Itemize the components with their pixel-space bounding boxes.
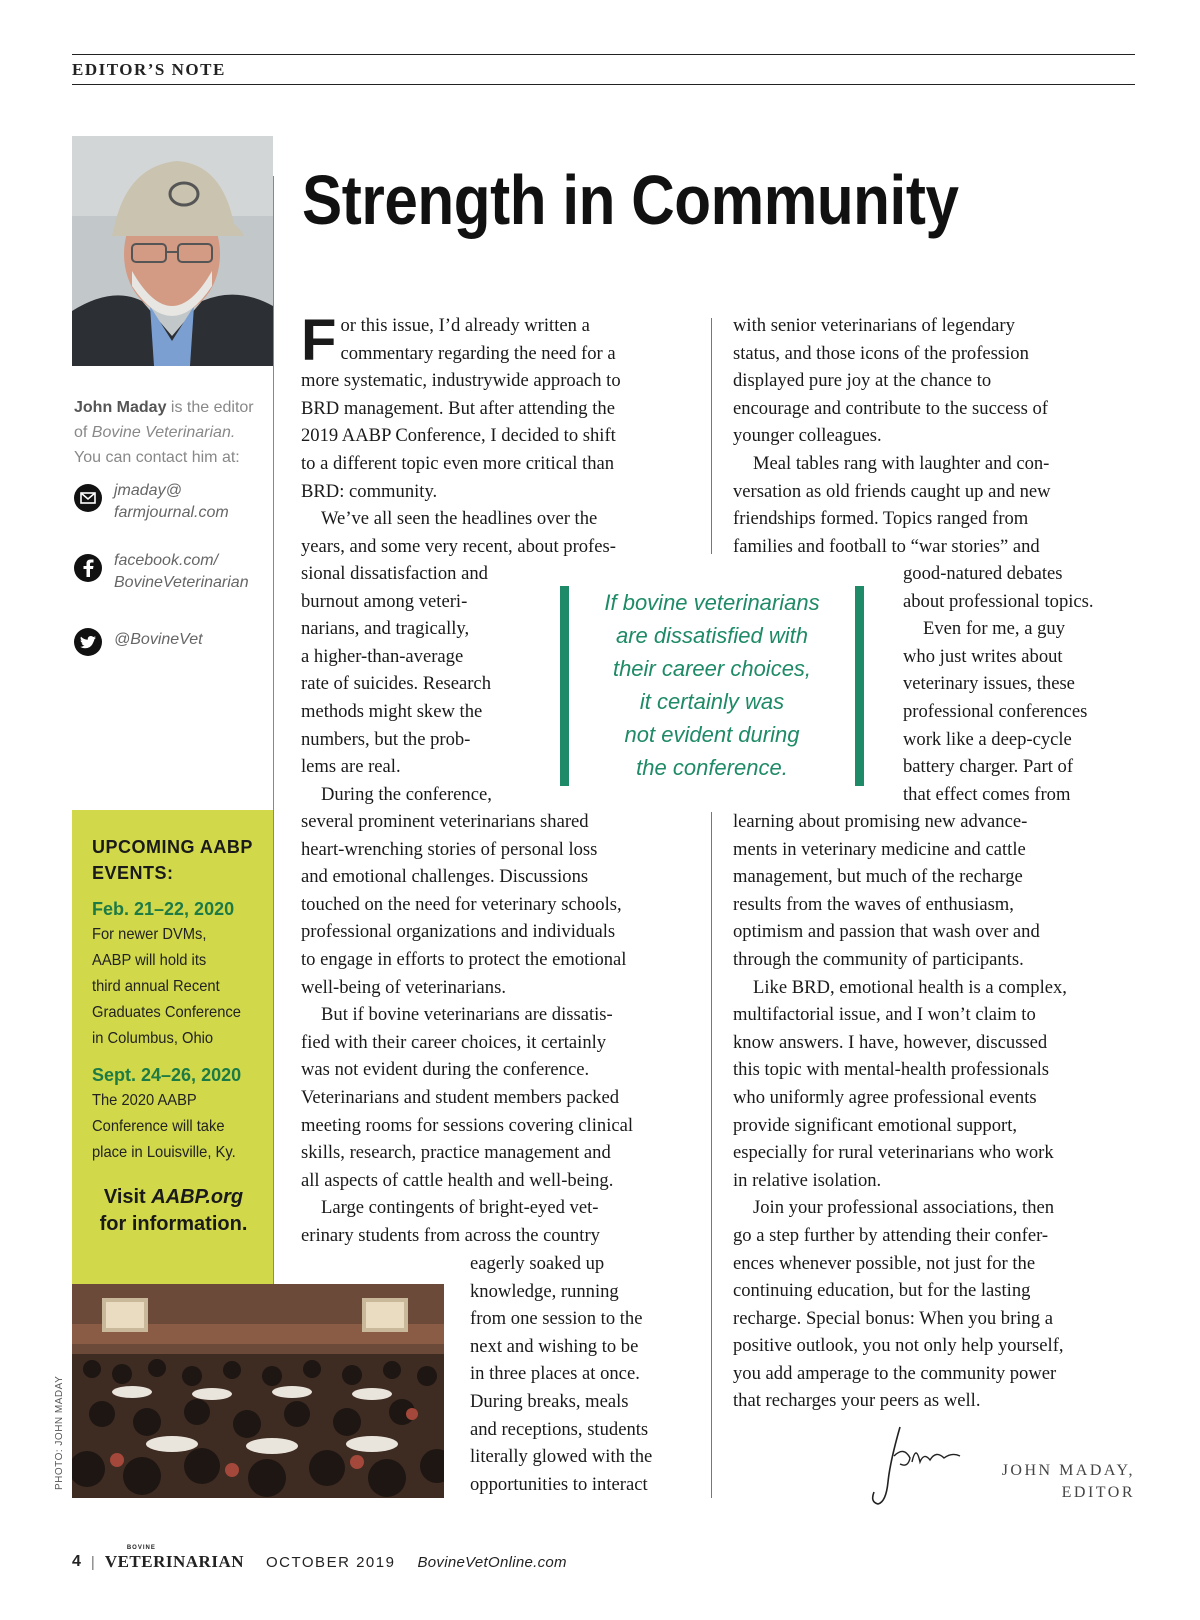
text-line: displayed pure joy at the chance to [733, 370, 992, 392]
text-line: know answers. I have, however, discussed [733, 1031, 1048, 1053]
text-line: rate of suicides. Research [301, 673, 491, 695]
visit-text: Visit [103, 1186, 152, 1208]
text-line: from one session to the [470, 1308, 643, 1330]
text-line: 2019 AABP Conference, I decided to shift [301, 425, 616, 447]
header-rule-top [72, 54, 1135, 55]
text-line: through the community of participants. [733, 948, 1024, 970]
text-line: knowledge, running [470, 1280, 619, 1302]
pullquote-line: If bovine veterinarians [604, 590, 820, 615]
logo-small-text: BOVINE [126, 1545, 156, 1551]
editor-bio [74, 395, 269, 470]
portrait-illustration [72, 136, 273, 366]
text-line: years, and some very recent, about profes- [301, 535, 616, 557]
signature-icon [860, 1422, 970, 1512]
text-line: lems are real. [301, 756, 401, 778]
text-line: erinary students from across the country [301, 1224, 600, 1246]
text-line: battery charger. Part of [903, 756, 1074, 778]
text-line: BRD: community. [301, 480, 438, 502]
contact-twitter[interactable] [74, 624, 274, 656]
publication-logo [104, 1545, 244, 1572]
pullquote-line: it certainly was [639, 689, 785, 714]
text-line: meeting rooms for sessions covering clinical [301, 1114, 634, 1136]
conference-photo-illustration [72, 1284, 444, 1498]
text-line: Join your professional associations, then [753, 1197, 1055, 1219]
sidebar-divider [273, 176, 274, 1284]
pullquote [574, 586, 850, 784]
pullquote-line: the conference. [636, 755, 788, 780]
text-line: next and wishing to be [470, 1335, 639, 1357]
text-line: especially for rural veterinarians who work [733, 1142, 1054, 1164]
text-line: you add amperage to the community power [733, 1362, 1057, 1384]
text-line: about professional topics. [903, 590, 1094, 612]
text-line: families and football to “war stories” and [733, 535, 1040, 557]
email-icon [74, 484, 102, 512]
editor-portrait [72, 136, 273, 366]
contact-facebook[interactable] [74, 550, 274, 594]
col1-block-a [301, 308, 621, 560]
event1-line: in Columbus, Ohio [92, 1030, 214, 1047]
aabp-link[interactable]: AABP.org [151, 1186, 244, 1208]
visit-text-post: for information. [99, 1213, 248, 1235]
column-divider-bottom [711, 812, 712, 1498]
email-line1[interactable]: jmaday@ [114, 482, 182, 499]
event1-description [92, 922, 258, 1052]
events-title-line2: EVENTS: [92, 863, 174, 883]
col2-block-a [733, 312, 1051, 560]
event2-line: place in Louisville, Ky. [92, 1144, 236, 1161]
page-footer [72, 1545, 567, 1572]
event2-description [92, 1088, 258, 1166]
facebook-icon [74, 554, 102, 582]
text-line: During breaks, meals [470, 1390, 629, 1412]
text-line: burnout among veteri- [301, 590, 468, 612]
text-line: well-being of veterinarians. [301, 976, 506, 998]
col1-block-d [470, 1250, 652, 1498]
col1-block-c [301, 808, 633, 1250]
text-line: encourage and contribute to the success of [733, 397, 1048, 419]
text-line: learning about promising new advance- [733, 811, 1028, 832]
text-line: fied with their career choices, it certainly [301, 1031, 607, 1053]
col2-block-b [903, 560, 1094, 808]
text-line: literally glowed with the [470, 1446, 653, 1468]
bio-text: of [74, 424, 92, 441]
bio-contact-text: You can contact him at: [74, 449, 240, 466]
signature-name [980, 1460, 1135, 1504]
events-title-line1: UPCOMING AABP [92, 837, 253, 857]
photo-credit: PHOTO: JOHN MADAY [54, 1375, 65, 1490]
text-line: Like BRD, emotional health is a complex, [753, 976, 1067, 998]
footer-separator: | [90, 1553, 95, 1571]
event1-line: Graduates Conference [92, 1004, 241, 1021]
text-line: ments in veterinary medicine and cattle [733, 838, 1026, 860]
text-line: in relative isolation. [733, 1169, 882, 1191]
pullquote-line: their career choices, [612, 656, 812, 681]
header-rule-bottom [72, 84, 1135, 85]
signature-name-line: JOHN MADAY, [1001, 1462, 1135, 1479]
text-line: Even for me, a guy [923, 618, 1065, 640]
text-line: all aspects of cattle health and well-being. [301, 1169, 614, 1191]
text-line: younger colleagues. [733, 425, 882, 447]
text-line: and emotional challenges. Discussions [301, 866, 589, 888]
pullquote-bar-left [560, 586, 569, 786]
column-divider-top [711, 318, 712, 554]
text-line: versation as old friends caught up and new [733, 480, 1051, 502]
text-line: professional conferences [903, 700, 1088, 722]
text-line: several prominent veterinarians shared [301, 811, 589, 832]
text-line: Meal tables rang with laughter and con- [753, 452, 1050, 474]
pullquote-line: not evident during [624, 722, 800, 747]
text-line: veterinary issues, these [903, 673, 1075, 695]
logo-text: VETERINARIAN [104, 1552, 244, 1571]
pullquote-line: are dissatisfied with [616, 623, 808, 648]
issue-date: OCTOBER 2019 [266, 1553, 396, 1571]
text-line: provide significant emotional support, [733, 1114, 1018, 1136]
text-line: positive outlook, you not only help yourself, [733, 1335, 1064, 1357]
twitter-handle[interactable]: @BovineVet [114, 631, 203, 648]
text-line: a higher-than-average [301, 645, 464, 667]
text-line: skills, research, practice management and [301, 1142, 611, 1164]
text-line: status, and those icons of the profession [733, 342, 1029, 364]
text-line: During the conference, [321, 783, 492, 805]
page-number: 4 [72, 1553, 81, 1570]
event1-line: third annual Recent [92, 978, 220, 995]
text-line: more systematic, industrywide approach to [301, 370, 621, 392]
text-line: Large contingents of bright-eyed vet- [321, 1197, 599, 1219]
text-line: that recharges your peers as well. [733, 1390, 981, 1412]
signature-mark [860, 1422, 970, 1517]
text-line: go a step further by attending their confer- [733, 1224, 1049, 1246]
text-line: to a different topic even more critical than [301, 452, 615, 474]
bio-text: is the editor [166, 399, 254, 416]
text-line: touched on the need for veterinary schools, [301, 893, 622, 915]
text-line: methods might skew the [301, 700, 483, 722]
text-line: narians, and tragically, [301, 618, 470, 640]
conference-photo [72, 1284, 444, 1498]
text-line: good-natured debates [903, 563, 1063, 584]
text-line: eagerly soaked up [470, 1253, 605, 1274]
text-line: to engage in efforts to protect the emotional [301, 948, 627, 970]
text-line: results from the waves of enthusiasm, [733, 893, 1014, 915]
text-line: BRD management. But after attending the [301, 397, 615, 419]
upcoming-events-box [72, 810, 273, 1284]
website-link[interactable]: BovineVetOnline.com [417, 1553, 567, 1571]
text-line: Veterinarians and student members packed [301, 1086, 620, 1108]
pullquote-bar-right [855, 586, 864, 786]
signature-title-line: EDITOR [1061, 1484, 1135, 1501]
text-line: numbers, but the prob- [301, 728, 471, 750]
col1-block-b [301, 560, 492, 808]
text-line: management, but much of the recharge [733, 866, 1023, 888]
article-title: Strength in Community [302, 161, 959, 239]
event1-line: AABP will hold its [92, 952, 207, 969]
text-line: and receptions, students [470, 1418, 649, 1440]
text-line: opportunities to interact [470, 1473, 648, 1495]
contact-email[interactable] [74, 480, 274, 524]
event1-line: For newer DVMs, [92, 926, 207, 943]
text-line: work like a deep-cycle [903, 728, 1072, 750]
facebook-line2[interactable]: BovineVeterinarian [114, 574, 249, 591]
visit-cta [92, 1184, 255, 1238]
facebook-line1[interactable]: facebook.com/ [114, 552, 219, 569]
text-line: multifactorial issue, and I won’t claim to [733, 1004, 1036, 1026]
text-line: continuing education, but for the lasting [733, 1280, 1031, 1302]
text-line: professional organizations and individuals [301, 921, 616, 943]
text-line: who uniformly agree professional events [733, 1086, 1037, 1108]
editor-name: John Maday [74, 399, 167, 416]
text-line: We’ve all seen the headlines over the [321, 508, 598, 530]
drop-cap: F [301, 308, 337, 373]
text-line: recharge. Special bonus: When you bring a [733, 1307, 1053, 1329]
twitter-icon [74, 628, 102, 656]
event2-line: The 2020 AABP [92, 1092, 197, 1109]
text-line: But if bovine veterinarians are dissatis- [321, 1004, 613, 1026]
text-line: or this issue, I’d already written a [340, 315, 590, 336]
event1-date: Feb. 21–22, 2020 [92, 899, 235, 919]
event2-line: Conference will take [92, 1118, 225, 1135]
text-line: commentary regarding the need for a [340, 342, 616, 364]
text-line: friendships formed. Topics ranged from [733, 508, 1029, 530]
section-label: EDITOR’S NOTE [72, 60, 226, 79]
text-line: with senior veterinarians of legendary [733, 315, 1015, 336]
text-line: heart-wrenching stories of personal loss [301, 838, 598, 860]
text-line: this topic with mental-health professionals [733, 1059, 1050, 1081]
publication-name: Bovine Veterinarian. [91, 424, 236, 441]
text-line: was not evident during the conference. [301, 1059, 590, 1081]
text-line: ences whenever possible, not just for the [733, 1252, 1036, 1274]
text-line: who just writes about [903, 645, 1063, 667]
text-line: in three places at once. [470, 1363, 640, 1385]
event2-date: Sept. 24–26, 2020 [92, 1065, 242, 1085]
text-line: that effect comes from [903, 783, 1071, 805]
text-line: optimism and passion that wash over and [733, 921, 1040, 943]
col2-block-c [733, 808, 1067, 1415]
email-line2[interactable]: farmjournal.com [114, 504, 229, 521]
text-line: sional dissatisfaction and [301, 563, 488, 584]
